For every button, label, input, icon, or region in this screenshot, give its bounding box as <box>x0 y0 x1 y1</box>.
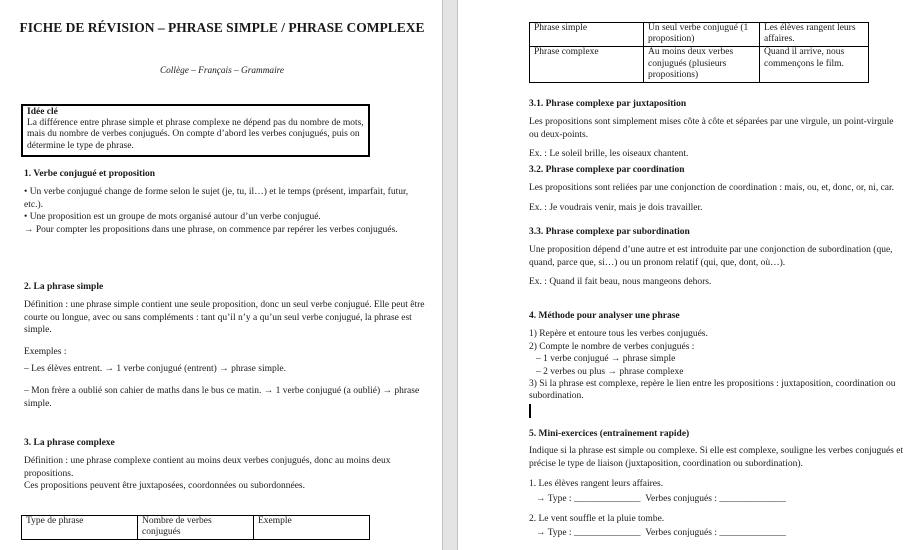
section-3-note: Ces propositions peuvent être juxtaposées, coordonnées ou subordonnées. <box>24 481 305 492</box>
section-4 <box>529 310 905 403</box>
example-line-1: – Les élèves entrent. → 1 verbe conjugué (entrent) → phrase simple. <box>24 364 286 375</box>
key-idea-body: La différence entre phrase simple et phrase complexe ne dépend pas du nombre de mots, mais du nombre de verbes conjugués. On compte d’abord les verbes conjugués, puis on détermine le type de phrase. <box>27 118 364 151</box>
section-3-1-body: Les propositions sont simplement mises côte à côte et séparées par une virgule, un point-virgule ou deux-points. <box>529 117 894 140</box>
table-header-cell-type: Type de phrase <box>22 516 138 540</box>
section-3-1-example: Ex. : Le soleil brille, les oiseaux chantent. <box>529 149 689 160</box>
table-header-cell-example: Exemple <box>254 516 370 540</box>
doc-subtitle: Collège – Français – Grammaire <box>159 66 285 76</box>
table-row-phrase-simple <box>530 23 869 47</box>
section-3-2-heading: 3.2. Phrase complexe par coordination <box>529 165 685 175</box>
bullet-line-1: • Un verbe conjugué change de forme selon le sujet (je, tu, il…) et le temps (présent, imparfait, futur, etc.). <box>24 187 409 210</box>
table-cell-example: Quand il arrive, nous commençons le film. <box>760 47 869 83</box>
table-header-row <box>22 516 370 540</box>
section-3 <box>24 437 428 493</box>
section-3-2 <box>529 164 905 214</box>
phrase-type-table-rows <box>529 22 869 83</box>
exercise-2-answer-line: → Type : ______________ Verbes conjugués : ______________ <box>536 528 786 539</box>
exercise-2-sentence: 2. Le vent souffle et la pluie tombe. <box>529 514 665 525</box>
method-step-1: 1) Repère et entoure tous les verbes conjugués. <box>529 329 708 340</box>
section-2-definition: Définition : une phrase simple contient une seule proposition, donc un seul verbe conjugué. Elle peut être courte ou longue, avec ou sans compléments : tant qu’il n’y a qu’un seul verbe conjugué, la phrase est simple. <box>24 300 425 336</box>
section-3-definition: Définition : une phrase complexe contient au moins deux verbes conjugués, donc au moins deux propositions. <box>24 456 391 479</box>
page-1[interactable] <box>0 0 443 550</box>
page-2[interactable] <box>457 0 918 550</box>
key-idea-box <box>21 104 370 157</box>
section-1-heading: 1. Verbe conjugué et proposition <box>24 169 155 179</box>
method-step-3: 3) Si la phrase est complexe, repère le lien entre les propositions : juxtaposition, coordination ou subordination. <box>529 379 896 402</box>
bullet-line-2: • Une proposition est un groupe de mots organisé autour d’un verbe conjugué. <box>24 212 321 223</box>
section-1 <box>24 168 428 236</box>
method-step-2: 2) Compte le nombre de verbes conjugués : <box>529 341 695 352</box>
section-2 <box>24 281 428 410</box>
section-3-3-heading: 3.3. Phrase complexe par subordination <box>529 227 690 237</box>
table-cell-type: Phrase complexe <box>530 47 644 83</box>
section-5 <box>529 428 905 540</box>
section-3-2-body: Les propositions sont reliées par une conjonction de coordination : mais, ou, et, donc, or, ni, car. <box>529 183 895 194</box>
table-cell-example: Les élèves rangent leurs affaires. <box>760 23 869 47</box>
section-3-1 <box>529 98 905 161</box>
text-cursor <box>529 404 531 418</box>
method-step-2b: – 2 verbes ou plus → phrase complexe <box>536 366 684 377</box>
section-5-heading: 5. Mini-exercices (entraînement rapide) <box>529 429 690 439</box>
table-cell-type: Phrase simple <box>530 23 644 47</box>
example-line-2: – Mon frère a oublié son cahier de maths dans le bus ce matin. → 1 verbe conjugué (a oublié) → phrase simple. <box>24 386 420 409</box>
section-2-heading: 2. La phrase simple <box>24 282 104 292</box>
table-cell-verbs: Au moins deux verbes conjugués (plusieurs propositions) <box>644 47 760 83</box>
table-cell-verbs: Un seul verbe conjugué (1 proposition) <box>644 23 760 47</box>
section-3-3-example: Ex. : Quand il fait beau, nous mangeons dehors. <box>529 277 712 288</box>
exercise-1-answer-line: → Type : ______________ Verbes conjugués : ______________ <box>536 493 786 504</box>
method-steps <box>529 328 905 402</box>
section-5-intro: Indique si la phrase est simple ou complexe. Si elle est complexe, souligne les verbes conjugués et précise le type de liaison (juxtaposition, coordination ou subordination). <box>529 446 904 469</box>
section-3-3-body: Une proposition dépend d’une autre et est introduite par une conjonction de subordination (que, quand, parce que, si…) ou un pronom relatif (qui, que, dont, où…). <box>529 245 893 268</box>
section-3-1-heading: 3.1. Phrase complexe par juxtaposition <box>529 99 687 109</box>
key-idea-heading: Idée clé <box>27 107 58 117</box>
section-3-2-example: Ex. : Je voudrais venir, mais je dois travailler. <box>529 202 703 213</box>
section-3-3 <box>529 226 905 289</box>
method-step-2a: – 1 verbe conjugué → phrase simple <box>536 354 676 365</box>
doc-title: FICHE DE RÉVISION – PHRASE SIMPLE / PHRASE COMPLEXE <box>19 20 425 35</box>
table-header-cell-verbs: Nombre de verbes conjugués <box>138 516 254 540</box>
phrase-type-table-header <box>21 515 370 540</box>
section-4-heading: 4. Méthode pour analyser une phrase <box>529 311 680 321</box>
section-3-heading: 3. La phrase complexe <box>24 438 115 448</box>
table-row-phrase-complexe <box>530 47 869 83</box>
arrow-note: → Pour compter les propositions dans une phrase, on commence par repérer les verbes conjugués. <box>24 224 398 235</box>
examples-label: Exemples : <box>24 346 67 357</box>
exercise-1-sentence: 1. Les élèves rangent leurs affaires. <box>529 479 664 490</box>
